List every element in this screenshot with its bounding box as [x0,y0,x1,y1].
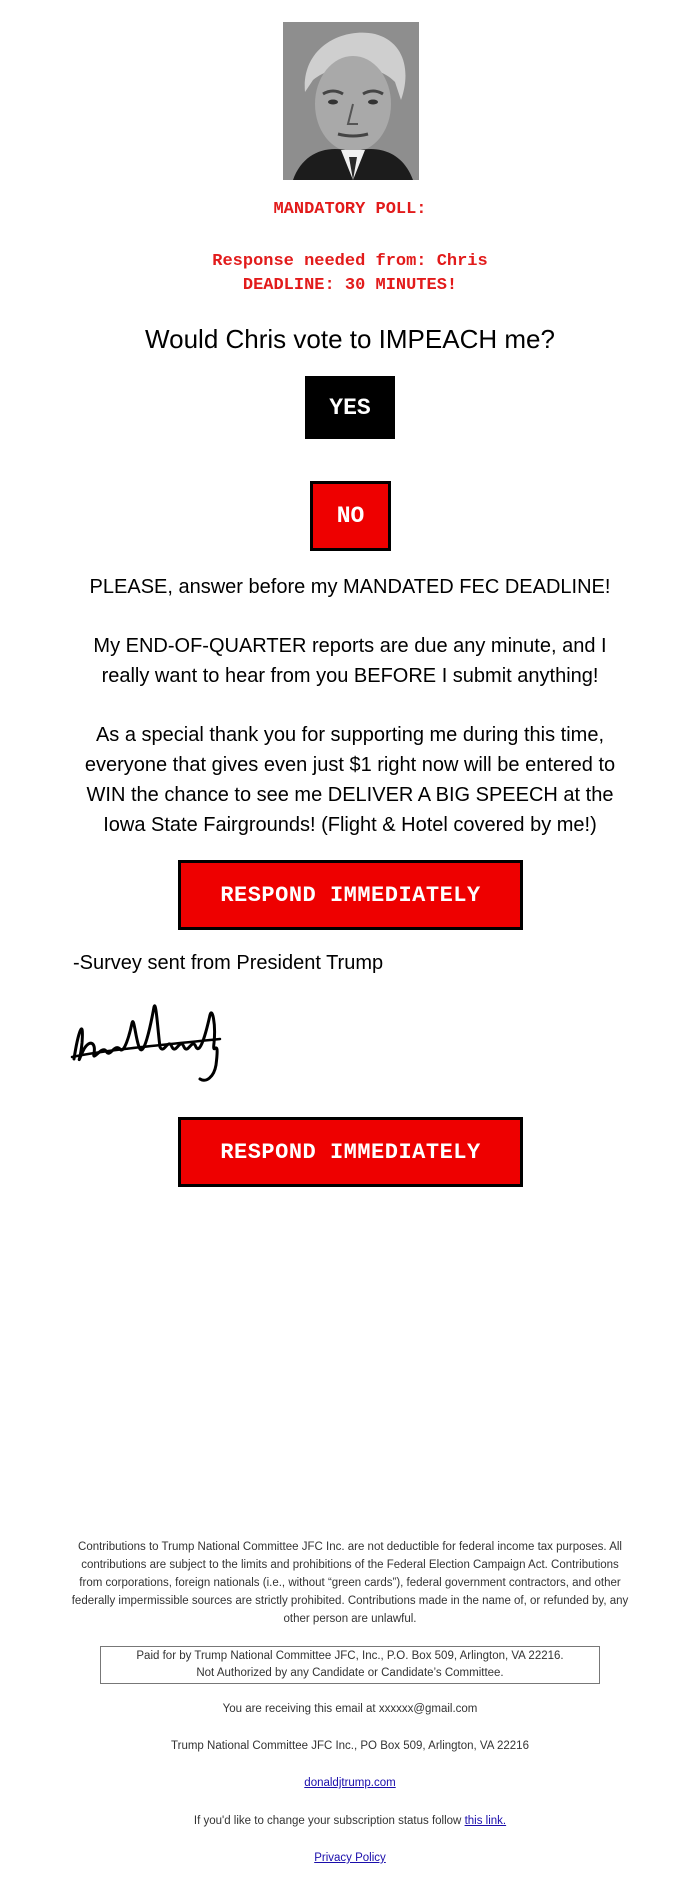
recipient-email: xxxxxx@gmail.com [378,1703,478,1715]
signature-graphic [70,993,230,1085]
portrait-image [283,22,419,180]
not-authorized-line: Not Authorized by any Candidate or Candidate’s Committee. [196,1667,504,1679]
receiving-email-line [0,1701,700,1717]
website-line [0,1775,700,1791]
question-title: Would Chris vote to IMPEACH me? [145,324,555,354]
portrait-graphic [283,22,419,180]
poll-label: MANDATORY POLL: [273,200,427,219]
paid-for-line: Paid for by Trump National Committee JFC, Inc., P.O. Box 509, Arlington, VA 22216. [136,1650,564,1662]
yes-button[interactable]: YES [305,376,395,439]
subscription-prefix: If you'd like to change your subscription status follow [193,1815,465,1827]
no-button[interactable]: NO [310,481,391,551]
paragraph-reports: My END-OF-QUARTER reports are due any minute, and I really want to hear from you BEFORE I submit anything! [93,635,607,687]
deadline: DEADLINE: 30 MINUTES! [242,276,458,295]
survey-sent-line: -Survey sent from President Trump [73,952,384,974]
signature [70,993,230,1085]
paid-for-box [100,1646,600,1684]
mailing-address: Trump National Committee JFC Inc., PO Box 509, Arlington, VA 22216 [171,1740,529,1752]
website-link[interactable]: donaldjtrump.com [304,1777,396,1789]
paragraph-special-thanks: As a special thank you for supporting me during this time, everyone that gives even just $1 right now will be entered to WIN the chance to see me DELIVER A BIG SPEECH at the Iowa State Fairgrounds! (Flight & Hotel covered by me!) [84,724,616,836]
paragraph-deadline: PLEASE, answer before my MANDATED FEC DEADLINE! [89,576,611,598]
respond-immediately-button-2[interactable]: RESPOND IMMEDIATELY [178,1117,523,1187]
subscription-line [0,1813,700,1829]
respond-immediately-button[interactable]: RESPOND IMMEDIATELY [178,860,523,930]
privacy-line [0,1850,700,1866]
subscription-link[interactable]: this link. [464,1815,507,1827]
receiving-prefix: You are receiving this email at [222,1703,379,1715]
response-needed: Response needed from: Chris [212,252,488,271]
privacy-policy-link[interactable]: Privacy Policy [314,1852,386,1864]
legal-disclaimer: Contributions to Trump National Committee JFC Inc. are not deductible for federal income tax purposes. All contributions are subject to the limits and prohibitions of the Federal Election Campaign Act. Contributions from corporations, foreign nationals (i.e., without “green cards”), federal government contractors, and other federally impermissible sources are strictly prohibited. Contributions made in the name of, or refunded by, any other person are unlawful. [71,1541,629,1625]
